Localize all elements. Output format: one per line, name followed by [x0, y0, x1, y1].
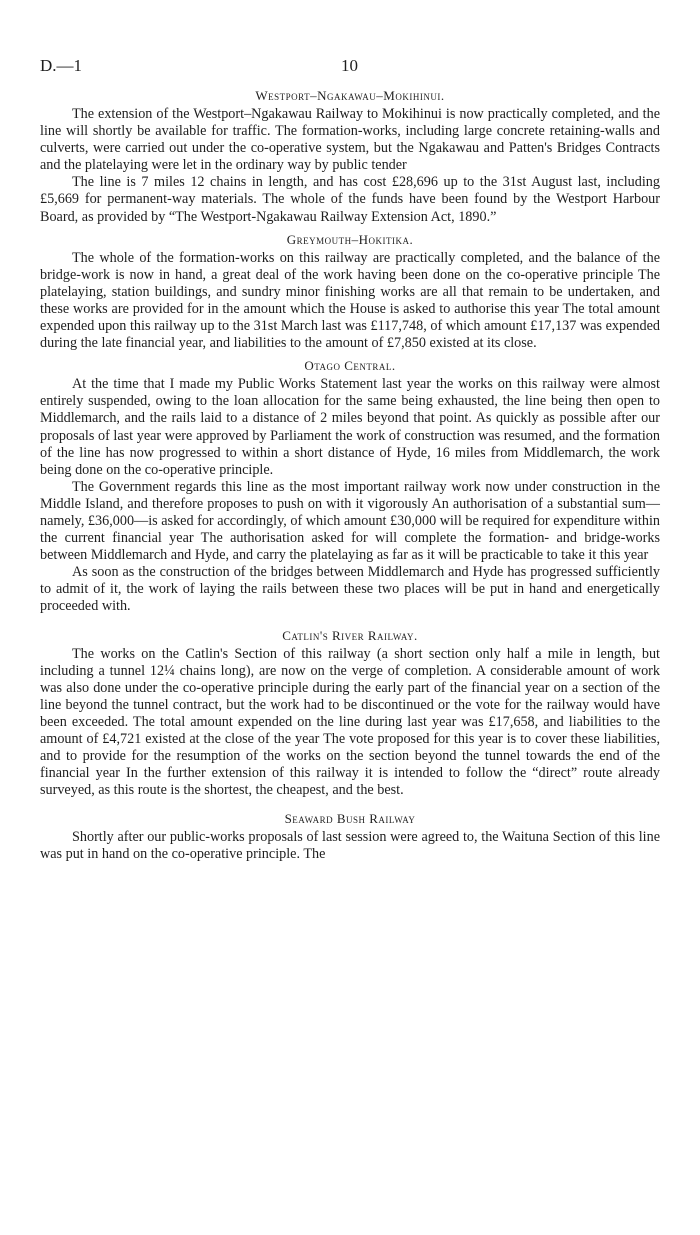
section-otago-central: [40, 356, 660, 615]
section-catlins-river: [40, 626, 660, 800]
page-body: [40, 86, 660, 864]
section-seaward-bush: [40, 809, 660, 863]
section-title: Catlin's River Railway.: [282, 627, 418, 643]
paragraph: As soon as the construction of the bridges between Middlemarch and Hyde has progressed sufficiently to admit of it, the work of laying the rails between these two places will be put in hand and energetically proceeded with.: [40, 564, 660, 615]
paragraph: The extension of the Westport–Ngakawau Railway to Mokihinui is now practically completed, and the line will shortly be available for traffic. The formation-works, including large concrete retaining-walls and culverts, were carried out under the co-operative system, but the Ngakawau and Patten's Bridges Contracts and the platelaying were let in the ordinary way by public tender: [40, 106, 660, 174]
section-title: Seaward Bush Railway: [284, 811, 416, 827]
paragraph: The whole of the formation-works on this railway are practically completed, and the balance of the bridge-work is now in hand, a great deal of the work having been done on the co-operative principle The platelaying, station buildings, and sundry minor finishing works are all that remain to be undertaken, and these works are provided for in the amount which the House is asked to authorise this year The total amount expended upon this railway up to the 31st March last was £117,748, of which amount £17,137 was expended during the late financial year, and liabilities to the amount of £7,850 existed at its close.: [40, 249, 660, 352]
document-reference: D.—1: [40, 56, 83, 75]
section-westport: [40, 86, 660, 226]
paragraph: The Government regards this line as the most important railway work now under construction in the Middle Island, and therefore proposes to push on with it vigorously An authorisation of a substantial sum—namely, £36,000—is asked for accordingly, of which amount £30,000 will be required for expenditure within the current financial year The authorisation asked for will complete the formation- and bridge-works between Middlemarch and Hyde, and carry the platelaying as far as it will be practicable to take it this year: [40, 478, 660, 564]
page-number: 10: [341, 56, 358, 75]
section-title: Otago Central.: [304, 358, 396, 374]
paragraph: The works on the Catlin's Section of this railway (a short section only half a mile in length, but including a tunnel 12¼ chains long), are now on the verge of completion. A considerable amount of work was also done under the co-operative principle during the early part of the financial year on a section of the line beyond the tunnel contract, but the work had to be discontinued or the vote for the railway would have been exceeded. The total amount expended on the line during last year was £17,658, and liabilities to the amount of £4,721 existed at the close of the year The vote proposed for this year is to cover these liabilities, and to provide for the resumption of the works on the section beyond the tunnel towards the end of the financial year In the further extension of this railway it is intended to follow the “direct” route already surveyed, as this route is the shortest, the cheapest, and the best.: [40, 645, 660, 799]
section-title: Westport–Ngakawau–Mokihinui.: [255, 88, 445, 103]
paragraph: Shortly after our public-works proposals of last session were agreed to, the Waituna Section of this line was put in hand on the co-operative principle. The: [40, 829, 660, 863]
paragraph: At the time that I made my Public Works Statement last year the works on this railway were almost entirely suspended, owing to the loan allocation for the same being exhausted, the line being then open to Middlemarch, and the rails laid to a distance of 2 miles beyond that point. As quickly as possible after our proposals of last year were approved by Parliament the work of construction was resumed, and the formation of the line has now progressed to within a short distance of Hyde, 16 miles from Middlemarch, the work being done on the co-operative principle.: [40, 376, 660, 478]
section-title: Greymouth–Hokitika.: [286, 231, 414, 247]
section-greymouth: [40, 230, 660, 353]
paragraph: The line is 7 miles 12 chains in length, and has cost £28,696 up to the 31st August last, including £5,669 for permanent-way materials. The whole of the funds have been found by the Westport Harbour Board, as provided by “The Westport-Ngakawau Railway Extension Act, 1890.”: [40, 174, 660, 225]
